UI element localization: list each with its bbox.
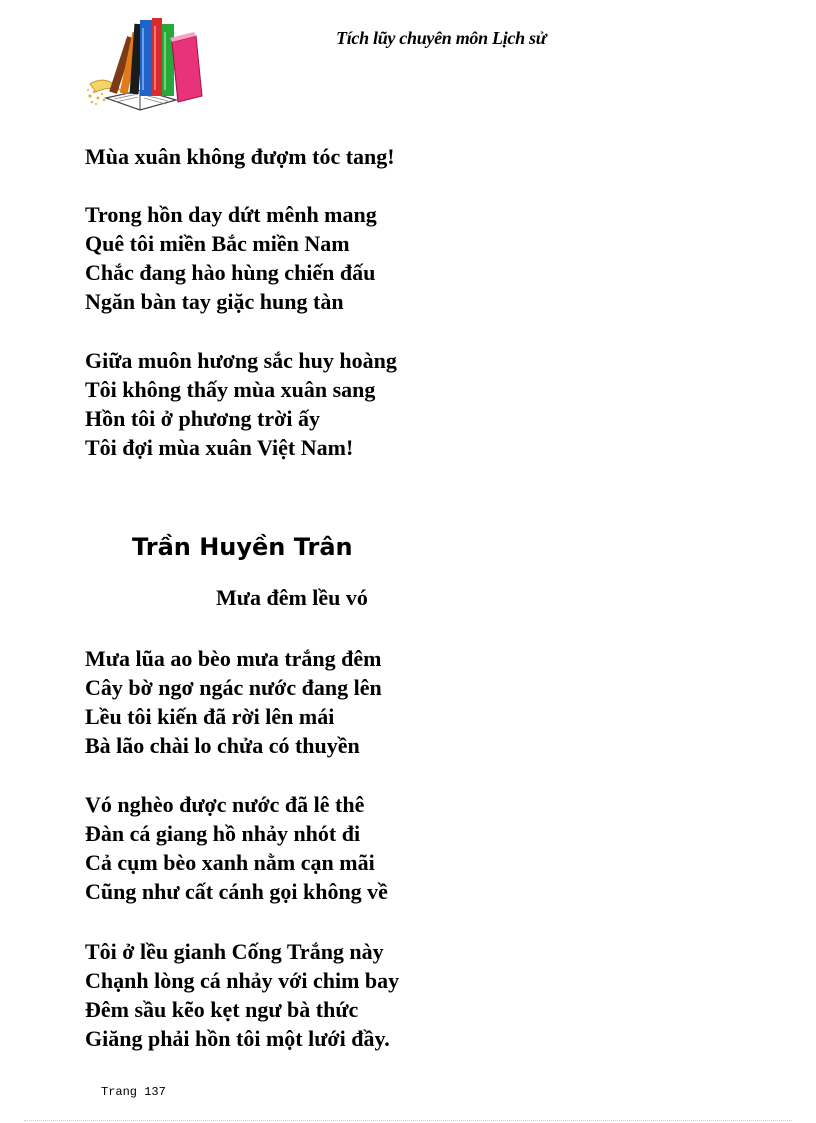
verse-line: Tôi đợi mùa xuân Việt Nam! (85, 435, 354, 460)
verse-line: Chắc đang hào hùng chiến đấu (85, 260, 376, 285)
poem1-stanza-3 (85, 346, 645, 462)
verse-line: Ngăn bàn tay giặc hung tàn (85, 289, 344, 314)
books-icon (84, 14, 206, 114)
poem-title: Mưa đêm lều vó (216, 585, 368, 610)
verse-line: Mùa xuân không đượm tóc tang! (85, 144, 395, 169)
footer-divider (24, 1120, 792, 1121)
verse-line: Giăng phải hồn tôi một lưới đầy. (85, 1026, 390, 1051)
verse-line: Cả cụm bèo xanh nằm cạn mãi (85, 850, 375, 875)
verse-line: Mưa lũa ao bèo mưa trắng đêm (85, 646, 382, 671)
verse-line: Cây bờ ngơ ngác nước đang lên (85, 675, 382, 700)
page-number: Trang 137 (101, 1085, 166, 1099)
header-title: Tích lũy chuyên môn Lịch sử (336, 28, 547, 48)
verse-line: Tôi không thấy mùa xuân sang (85, 377, 376, 402)
author-heading: Trần Huyền Trân (132, 533, 353, 561)
poem2-stanza-2 (85, 790, 645, 906)
verse-line: Trong hồn day dứt mênh mang (85, 202, 377, 227)
verse-line: Tôi ở lều gianh Cống Trắng này (85, 939, 384, 964)
poem2-stanza-3 (85, 937, 645, 1053)
verse-line: Vó nghèo được nước đã lê thê (85, 792, 365, 817)
poem1-stanza-1 (85, 142, 645, 171)
poem2-stanza-1 (85, 644, 645, 760)
verse-line: Cũng như cất cánh gọi không về (85, 879, 388, 904)
verse-line: Đêm sầu kẽo kẹt ngư bà thức (85, 997, 359, 1022)
verse-line: Hồn tôi ở phương trời ấy (85, 406, 320, 431)
verse-line: Bà lão chài lo chửa có thuyền (85, 733, 360, 758)
verse-line: Lều tôi kiến đã rời lên mái (85, 704, 335, 729)
verse-line: Giữa muôn hương sắc huy hoàng (85, 348, 397, 373)
verse-line: Đàn cá giang hồ nhảy nhót đi (85, 821, 361, 846)
verse-line: Chạnh lòng cá nhảy với chim bay (85, 968, 400, 993)
poem1-stanza-2 (85, 200, 645, 316)
verse-line: Quê tôi miền Bắc miền Nam (85, 231, 350, 256)
